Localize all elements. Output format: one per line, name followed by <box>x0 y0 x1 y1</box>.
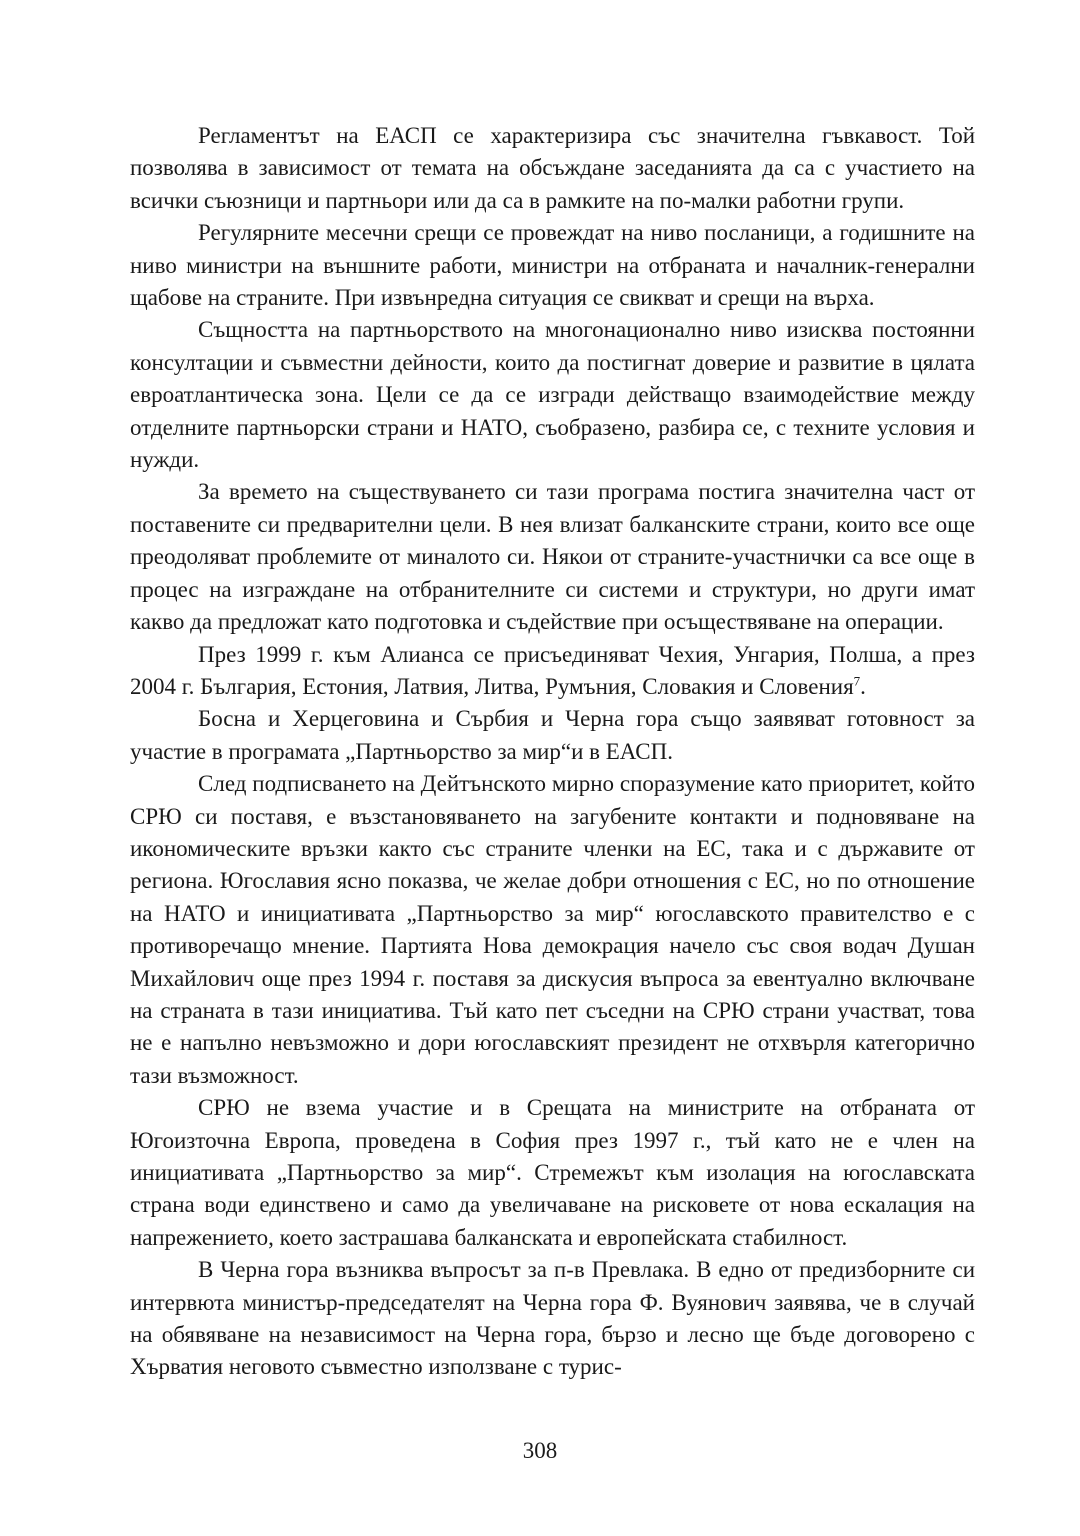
paragraph-end: . <box>860 673 866 699</box>
paragraph: В Черна гора възниква въпросът за п-в Превлака. В едно от предизборните си интервюта министър-председателят на Черна гора Ф. Вуянович заявява, че в случай на обявяване на независимост на Черна гора, бързо и лесно ще бъде договорено с Хърватия неговото съвместно използване с турис- <box>130 1257 975 1380</box>
paragraph: Босна и Херцеговина и Сърбия и Черна гора също заявяват готовност за участие в програмата „Партньорство за мир“и в ЕАСП. <box>130 706 975 764</box>
paragraph: След подписването на Дейтънското мирно споразумение като приоритет, който СРЮ си поставя, е възстановяването на загубените контакти и подновяване на икономическите връзки както със страните членки на ЕС, така и с държавите от региона. Югославия ясно показва, че желае добри отношения с ЕС, но по отношение на НАТО и инициативата „Партньорство за мир“ югославското правителство е с противоречащо мнение. Партията Нова демокрация начело със своя водач Душан Михайлович още през 1994 г. поставя за дискусия въпроса за евентуално включване на страната в тази инициатива. Тъй като пет съседни на СРЮ страни участват, това не е напълно невъзможно и дори югославският президент не отхвърля категорично тази възможност. <box>130 771 975 1088</box>
page-number: 308 <box>522 1438 558 1463</box>
body-text <box>130 120 975 1384</box>
paragraph: Същността на партньорството на многонационално ниво изисква постоянни консултации и съвместни дейности, които да постигнат доверие и развитие в цялата евроатлантическа зона. Цели се да се изгради действащо взаимодействие между отделните партньорски страни и НАТО, съобразено, разбира се, с техните условия и нужди. <box>130 317 975 473</box>
footnote-mark: 7 <box>853 673 861 689</box>
paragraph: Регламентът на ЕАСП се характеризира със значителна гъвкавост. Той позволява в зависимост от темата на обсъждане заседанията да са с участието на всички съюзници и партньори или да са в рамките на по-малки работни групи. <box>130 123 975 213</box>
paragraph-text: През 1999 г. към Алианса се присъединяват Чехия, Унгария, Полша, а през 2004 г. България, Естония, Латвия, Литва, Румъния, Словакия и Словения <box>130 641 975 699</box>
paragraph: СРЮ не взема участие и в Срещата на министрите на отбраната от Югоизточна Европа, проведена в София през 1997 г., тъй като не е член на инициативата „Партньорство за мир“. Стремежът към изолация на югославската страна води единствено и само да увеличаване на рисковете от нова ескалация на напрежението, което застрашава балканската и европейската стабилност. <box>130 1095 975 1250</box>
paragraph: За времето на съществуването си тази програма постига значителна част от поставените си предварителни цели. В нея влизат балканските страни, които все още преодоляват проблемите от миналото си. Някои от страните-участнички са все още в процес на изграждане на отбранителните си системи и структури, но други имат какво да предложат като подготовка и съдействие при осъществяване на операции. <box>130 479 975 635</box>
paragraph-with-footnote <box>130 639 975 704</box>
paragraph: Регулярните месечни срещи се провеждат на ниво посланици, а годишните на ниво министри на външните работи, министри на отбраната и началник-генерални щабове на страните. При извънредна ситуация се свикват и срещи на върха. <box>130 220 975 311</box>
